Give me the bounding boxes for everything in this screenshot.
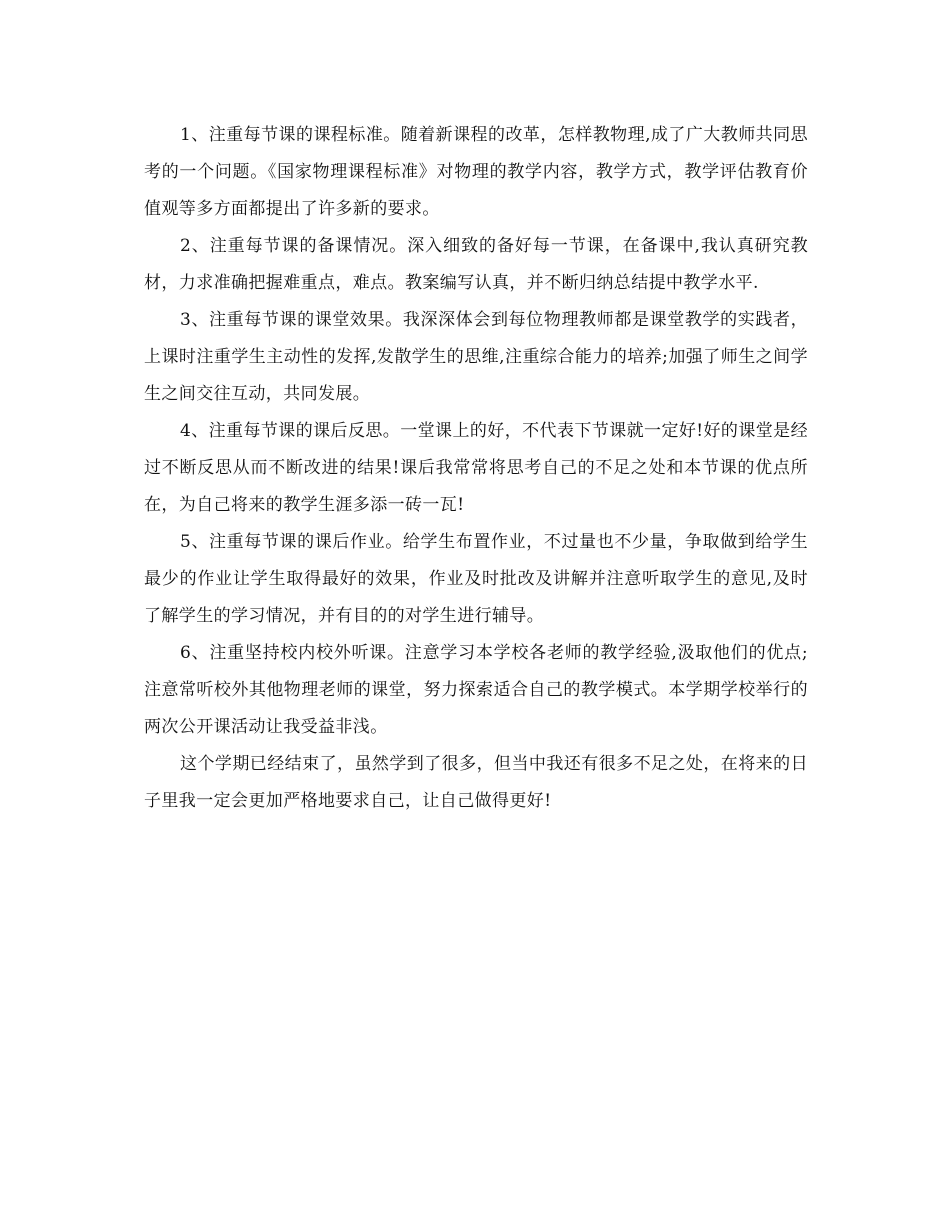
paragraph-2: 2、注重每节课的备课情况。深入细致的备好每一节课，在备课中,我认真研究教材，力求准确把握难重点，难点。教案编写认真，并不断归纳总结提中教学水平.: [144, 236, 808, 293]
paragraph-5: 5、注重每节课的课后作业。给学生布置作业，不过量也不少量，争取做到给学生最少的作业让学生取得最好的效果，作业及时批改及讲解并注意听取学生的意见,及时了解学生的学习情况，并有目的的对学生进行辅导。: [144, 532, 808, 626]
paragraph-1: 1、注重每节课的课程标准。随着新课程的改革，怎样教物理,成了广大教师共同思考的一个问题。《国家物理课程标准》对物理的教学内容，教学方式，教学评估教育价值观等多方面都提出了许多新的要求。: [144, 125, 808, 219]
paragraph-3: 3、注重每节课的课堂效果。我深深体会到每位物理教师都是课堂教学的实践者，上课时注重学生主动性的发挥,发散学生的思维,注重综合能力的培养;加强了师生之间学生之间交往互动，共同发展。: [144, 310, 808, 404]
document-body: [144, 117, 808, 820]
paragraph-conclusion: 这个学期已经结束了，虽然学到了很多，但当中我还有很多不足之处，在将来的日子里我一定会更加严格地要求自己，让自己做得更好!: [144, 754, 808, 811]
paragraph-6: 6、注重坚持校内校外听课。注意学习本学校各老师的教学经验,汲取他们的优点;注意常听校外其他物理老师的课堂，努力探索适合自己的教学模式。本学期学校举行的两次公开课活动让我受益非浅。: [144, 643, 808, 737]
paragraph-4: 4、注重每节课的课后反思。一堂课上的好，不代表下节课就一定好!好的课堂是经过不断反思从而不断改进的结果!课后我常常将思考自己的不足之处和本节课的优点所在，为自己将来的教学生涯多添一砖一瓦!: [144, 421, 808, 515]
